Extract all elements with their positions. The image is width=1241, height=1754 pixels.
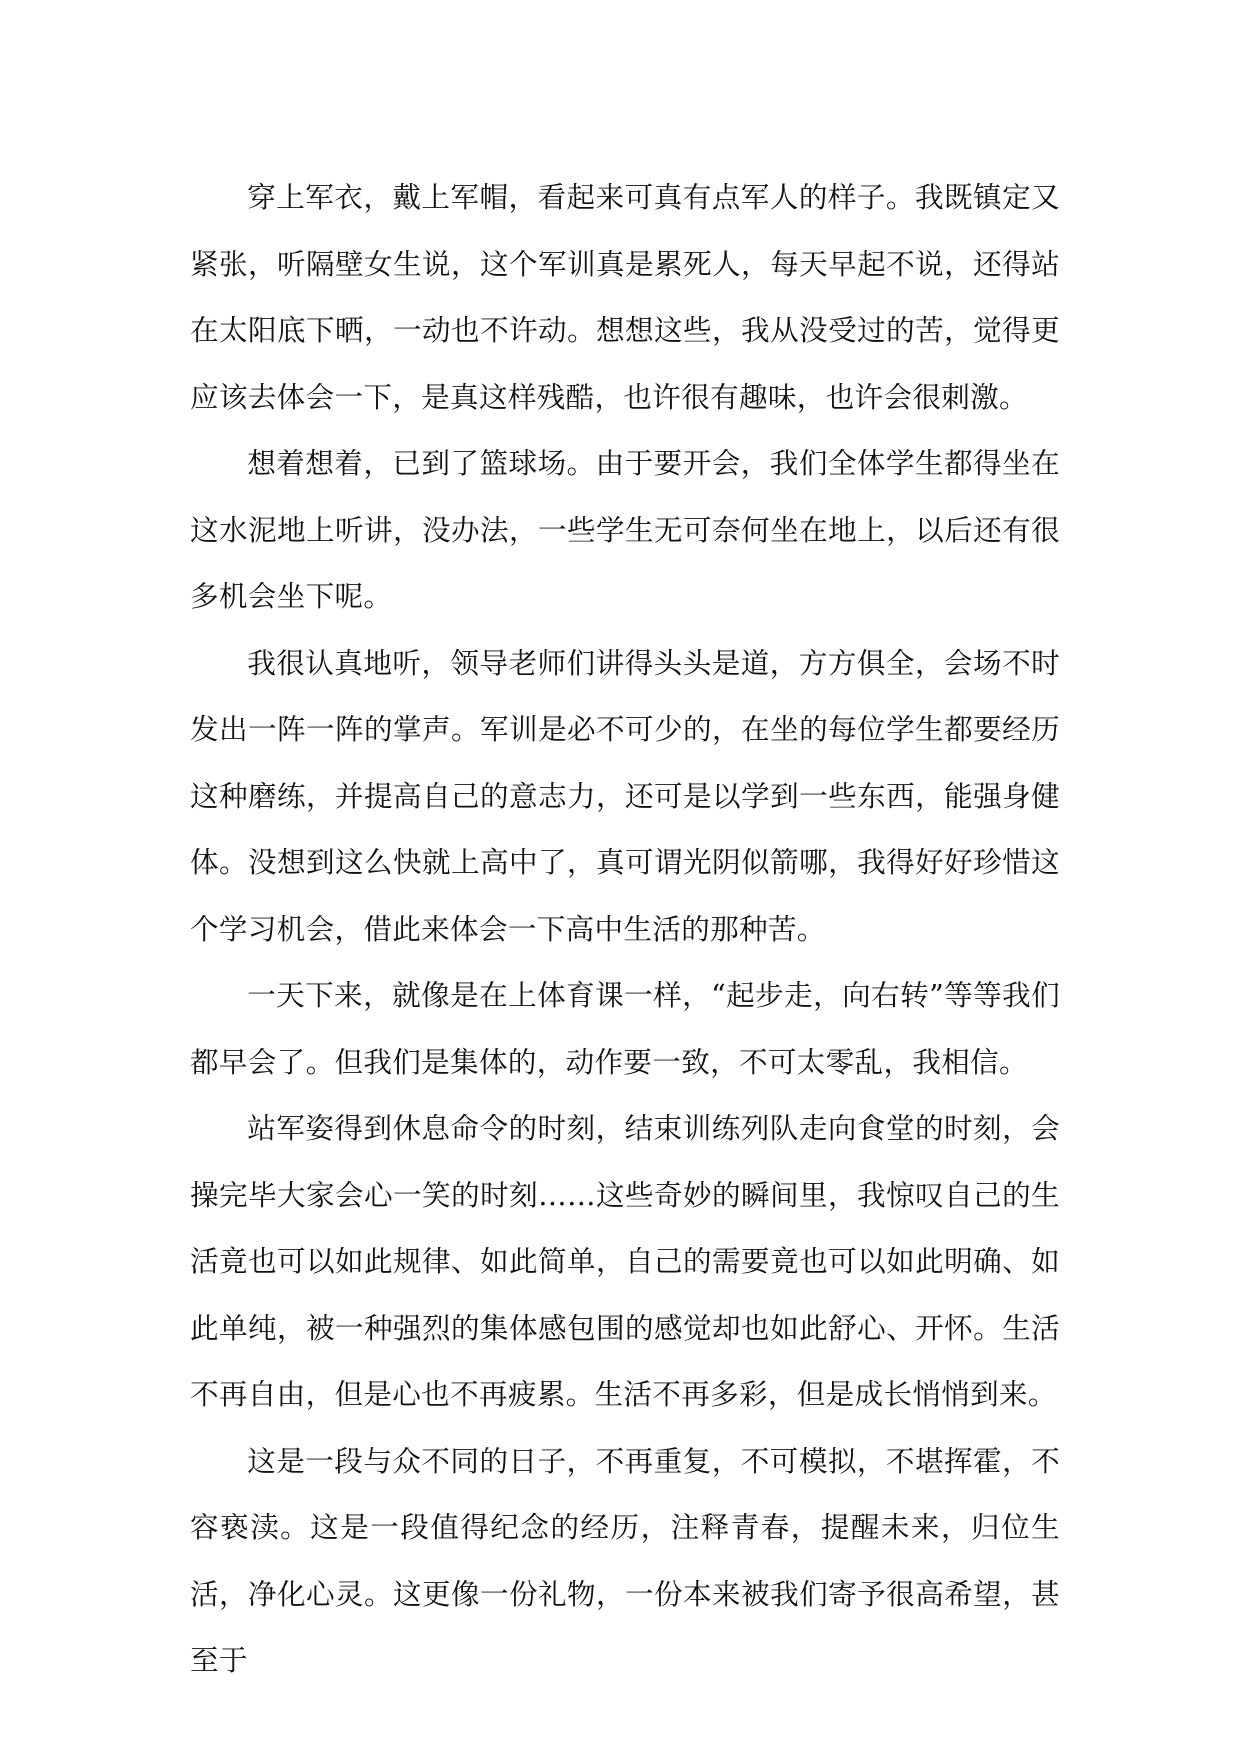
paragraph-4: 一天下来，就像是在上体育课一样，“起步走，向右转”等等我们都早会了。但我们是集体的，动作要一致，不可太零乱，我相信。 [190,978,1060,1079]
paragraph-6: 这是一段与众不同的日子，不再重复，不可模拟，不堪挥霍，不容亵渎。这是一段值得纪念的经历，注释青春，提醒未来，归位生活，净化心灵。这更像一份礼物，一份本来被我们寄予很高希望，甚至于 [190,1443,1060,1677]
document-body [190,164,1060,1694]
paragraph-2: 想着想着，已到了篮球场。由于要开会，我们全体学生都得坐在这水泥地上听讲，没办法，一些学生无可奈何坐在地上，以后还有很多机会坐下呢。 [190,446,1060,613]
paragraph-1: 穿上军衣，戴上军帽，看起来可真有点军人的样子。我既镇定又紧张，听隔壁女生说，这个军训真是累死人，每天早起不说，还得站在太阳底下晒，一动也不许动。想想这些，我从没受过的苦，觉得更应该去体会一下，是真这样残酷，也许很有趣味，也许会很刺激。 [190,180,1060,414]
paragraph-5: 站军姿得到休息命令的时刻，结束训练列队走向食堂的时刻，会操完毕大家会心一笑的时刻……这些奇妙的瞬间里，我惊叹自己的生活竟也可以如此规律、如此简单，自己的需要竟也可以如此明确、如此单纯，被一种强烈的集体感包围的感觉却也如此舒心、开怀。生活不再自由，但是心也不再疲累。生活不再多彩，但是成长悄悄到来。 [190,1111,1060,1411]
paragraph-3: 我很认真地听，领导老师们讲得头头是道，方方俱全，会场不时发出一阵一阵的掌声。军训是必不可少的，在坐的每位学生都要经历这种磨练，并提高自己的意志力，还可是以学到一些东西，能强身健体。没想到这么快就上高中了，真可谓光阴似箭哪，我得好好珍惜这个学习机会，借此来体会一下高中生活的那种苦。 [190,645,1060,946]
